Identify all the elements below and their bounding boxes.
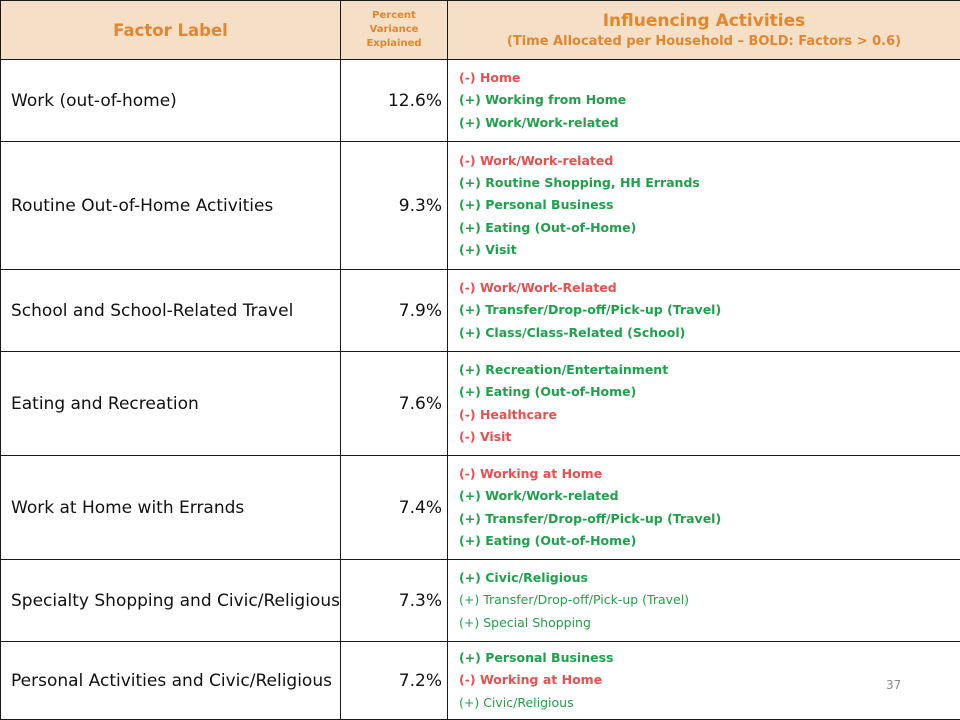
- table-row: [1, 456, 960, 560]
- activity-item: (+) Routine Shopping, HH Errands: [459, 175, 700, 191]
- percent-variance: 7.3%: [341, 560, 448, 642]
- influencing-activities: [448, 352, 960, 456]
- percent-variance-header: [341, 1, 448, 60]
- influencing-title: Influencing Activities: [602, 10, 806, 31]
- activity-item: (+) Personal Business: [459, 650, 614, 666]
- header-row: [1, 1, 960, 60]
- table-row: [1, 642, 960, 720]
- subtitle-prefix: (Time Allocated per Household –: [506, 33, 749, 49]
- percent-variance-line: Explained: [366, 38, 422, 49]
- factor-label: Work at Home with Errands: [1, 456, 341, 560]
- activity-item: (+) Civic/Religious: [459, 570, 588, 586]
- percent-variance-line: Variance: [369, 24, 419, 35]
- subtitle-bold: BOLD: [748, 33, 789, 49]
- influencing-subtitle: [448, 32, 960, 51]
- table-row: [1, 560, 960, 642]
- factor-label: Work (out-of-home): [1, 60, 341, 142]
- activity-item: (-) Healthcare: [459, 406, 557, 422]
- activity-item: (+) Personal Business: [459, 197, 614, 213]
- percent-variance: 7.2%: [341, 642, 448, 720]
- factor-label-header: Factor Label: [1, 1, 341, 60]
- percent-variance: 7.9%: [341, 270, 448, 352]
- table-row: [1, 142, 960, 270]
- activity-item: (-) Working at Home: [459, 672, 603, 688]
- factor-label: Eating and Recreation: [1, 352, 341, 456]
- influencing-activities-header: [448, 1, 960, 60]
- influencing-activities: [448, 142, 960, 270]
- factor-label: Specialty Shopping and Civic/Religious: [1, 560, 341, 642]
- activity-item: (+) Transfer/Drop-off/Pick-up (Travel): [459, 302, 722, 318]
- factor-label: School and School-Related Travel: [1, 270, 341, 352]
- activity-item: (+) Civic/Religious: [459, 694, 574, 710]
- influencing-activities: [448, 642, 960, 720]
- percent-variance: 9.3%: [341, 142, 448, 270]
- activity-item: (+) Visit: [459, 241, 517, 257]
- activity-item: (+) Transfer/Drop-off/Pick-up (Travel): [459, 510, 722, 526]
- activity-item: (-) Home: [459, 70, 521, 86]
- percent-variance: 7.6%: [341, 352, 448, 456]
- percent-variance: 12.6%: [341, 60, 448, 142]
- activity-item: (+) Work/Work-related: [459, 114, 619, 130]
- slide-number: 37: [886, 678, 902, 692]
- activity-item: (-) Working at Home: [459, 465, 603, 481]
- activity-item: (-) Work/Work-related: [459, 152, 614, 168]
- activity-item: (-) Work/Work-Related: [459, 280, 617, 296]
- activity-item: (+) Eating (Out-of-Home): [459, 219, 637, 235]
- activity-item: (+) Working from Home: [459, 92, 627, 108]
- factor-label: Routine Out-of-Home Activities: [1, 142, 341, 270]
- activity-item: (+) Eating (Out-of-Home): [459, 532, 637, 548]
- activity-item: (+) Eating (Out-of-Home): [459, 384, 637, 400]
- activity-item: (-) Visit: [459, 428, 512, 444]
- influencing-activities: [448, 270, 960, 352]
- percent-variance-line: Percent: [372, 10, 416, 21]
- activity-item: (+) Recreation/Entertainment: [459, 361, 669, 377]
- activity-item: (+) Class/Class-Related (School): [459, 324, 686, 340]
- influencing-activities: [448, 560, 960, 642]
- influencing-activities: [448, 456, 960, 560]
- activity-item: (+) Work/Work-related: [459, 488, 619, 504]
- subtitle-suffix: : Factors > 0.6): [788, 33, 902, 49]
- influencing-activities: [448, 60, 960, 142]
- activity-item: (+) Transfer/Drop-off/Pick-up (Travel): [459, 592, 690, 608]
- table-row: [1, 352, 960, 456]
- percent-variance: 7.4%: [341, 456, 448, 560]
- activity-item: (+) Special Shopping: [459, 614, 591, 630]
- table-row: [1, 60, 960, 142]
- table-row: [1, 270, 960, 352]
- factor-label: Personal Activities and Civic/Religious: [1, 642, 341, 720]
